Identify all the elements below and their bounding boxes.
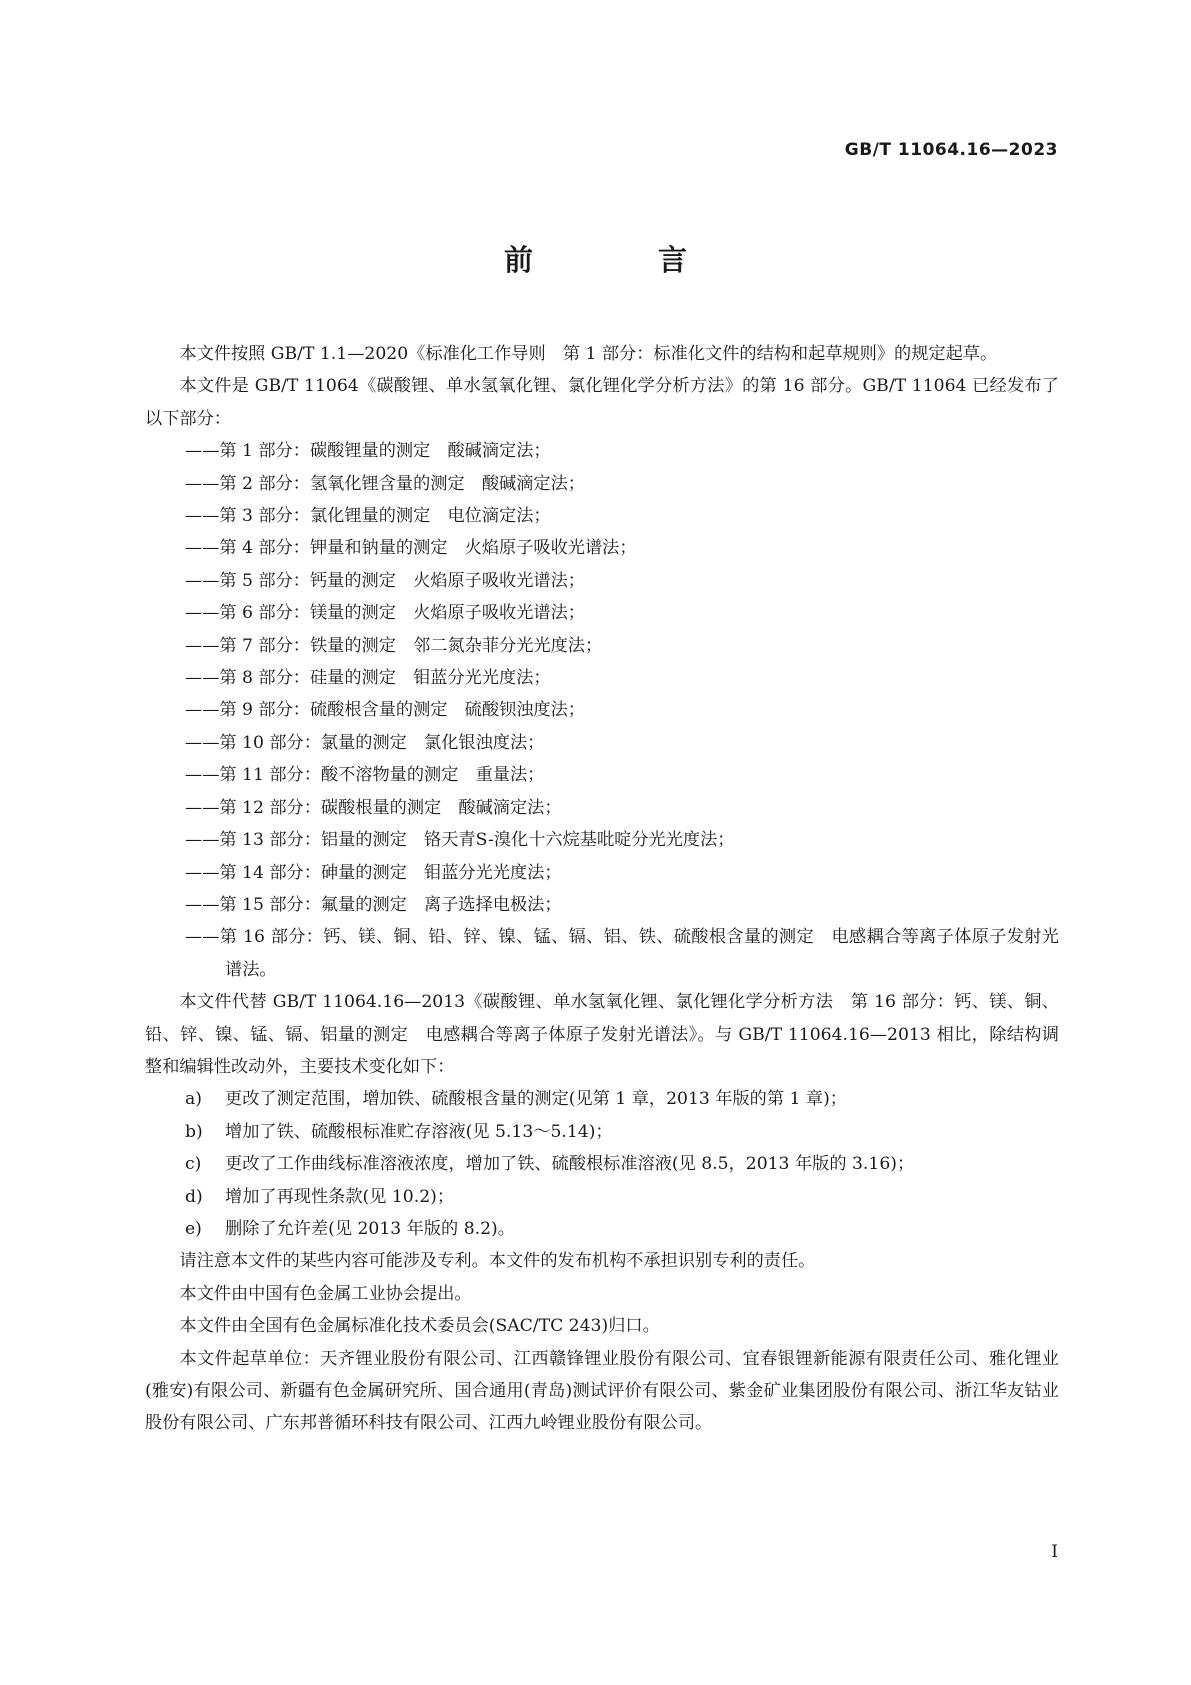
part-item: ——第 1 部分：碳酸锂量的测定 酸碱滴定法； bbox=[185, 441, 551, 462]
part-item: ——第 12 部分：碳酸根量的测定 酸碱滴定法； bbox=[185, 797, 562, 818]
change-item bbox=[145, 1083, 1059, 1115]
part-item: ——第 6 部分：镁量的测定 火焰原子吸收光谱法； bbox=[185, 603, 585, 624]
change-text: 增加了铁、硫酸根标准贮存溶液(见 5.13～5.14)； bbox=[225, 1121, 613, 1142]
change-text: 增加了再现性条款(见 10.2)； bbox=[225, 1186, 455, 1207]
change-marker: c) bbox=[185, 1154, 202, 1175]
part-item: ——第 2 部分：氢氧化锂含量的测定 酸碱滴定法； bbox=[185, 473, 585, 494]
part-item: ——第 4 部分：钾量和钠量的测定 火焰原子吸收光谱法； bbox=[185, 538, 637, 559]
part-item: ——第 7 部分：铁量的测定 邻二氮杂菲分光光度法； bbox=[185, 635, 603, 656]
part-item: ——第 11 部分：酸不溶物量的测定 重量法； bbox=[185, 765, 545, 786]
part-item: ——第 13 部分：铝量的测定 铬天青S-溴化十六烷基吡啶分光光度法； bbox=[185, 830, 735, 851]
change-marker: b) bbox=[185, 1121, 203, 1142]
part-item: ——第 8 部分：硅量的测定 钼蓝分光光度法； bbox=[185, 668, 551, 689]
change-marker: a) bbox=[185, 1089, 202, 1110]
change-item bbox=[145, 1181, 1059, 1213]
parts-list bbox=[145, 435, 1059, 986]
page-title: 前 言 bbox=[503, 243, 735, 277]
part-item: ——第 16 部分：钙、镁、铜、铅、锌、镍、锰、镉、铝、铁、硫酸根含量的测定 电感耦合等离子体原子发射光谱法。 bbox=[185, 927, 1059, 980]
committee-note: 本文件由全国有色金属标准化技术委员会(SAC/TC 243)归口。 bbox=[179, 1316, 660, 1337]
part-item: ——第 9 部分：硫酸根含量的测定 硫酸钡浊度法； bbox=[185, 700, 585, 721]
change-text: 更改了工作曲线标准溶液浓度，增加了铁、硫酸根标准溶液(见 8.5，2013 年版的 3.16)； bbox=[225, 1154, 915, 1175]
document-code: GB/T 11064.16—2023 bbox=[844, 140, 1058, 160]
proposer-note: 本文件由中国有色金属工业协会提出。 bbox=[179, 1283, 472, 1304]
part-item: ——第 5 部分：钙量的测定 火焰原子吸收光谱法； bbox=[185, 570, 585, 591]
change-marker: e) bbox=[185, 1218, 202, 1239]
change-marker: d) bbox=[185, 1186, 203, 1207]
drafting-units: 本文件起草单位：天齐锂业股份有限公司、江西赣锋锂业股份有限公司、宜春银锂新能源有限责任公司、雅化锂业(雅安)有限公司、新疆有色金属研究所、国合通用(青岛)测试评价有限公司、紫金矿业集团股份有限公司、浙江华友钴业股份有限公司、广东邦普循环科技有限公司、江西九岭锂业股份有限公司。 bbox=[145, 1348, 1059, 1434]
change-text: 删除了允许差(见 2013 年版的 8.2)。 bbox=[225, 1218, 515, 1239]
changes-list bbox=[145, 1083, 1059, 1245]
patent-note: 请注意本文件的某些内容可能涉及专利。本文件的发布机构不承担识别专利的责任。 bbox=[179, 1251, 816, 1272]
change-item bbox=[145, 1148, 1059, 1180]
part-item: ——第 14 部分：砷量的测定 钼蓝分光光度法； bbox=[185, 862, 562, 883]
foreword-content bbox=[145, 338, 1059, 1440]
page-number: I bbox=[1051, 1542, 1058, 1562]
change-item bbox=[145, 1116, 1059, 1148]
intro-paragraph: 本文件是 GB/T 11064《碳酸锂、单水氢氧化锂、氯化锂化学分析方法》的第 16 部分。GB/T 11064 已经发布了以下部分： bbox=[145, 376, 1059, 429]
intro-paragraph: 本文件按照 GB/T 1.1—2020《标准化工作导则 第 1 部分：标准化文件的结构和起草规则》的规定起草。 bbox=[179, 344, 998, 364]
part-item: ——第 15 部分：氟量的测定 离子选择电极法； bbox=[185, 894, 562, 915]
change-item bbox=[145, 1213, 1059, 1245]
replace-paragraph: 本文件代替 GB/T 11064.16—2013《碳酸锂、单水氢氧化锂、氯化锂化学分析方法 第 16 部分：钙、镁、铜、铅、锌、镍、锰、镉、铝量的测定 电感耦合等离子体原子发射光谱法》。与 GB/T 11064.16—2013 相比，除结构调整和编辑性改动外，主要技术变化如下： bbox=[145, 992, 1059, 1077]
part-item: ——第 10 部分：氯量的测定 氯化银浊度法； bbox=[185, 732, 545, 753]
part-item: ——第 3 部分：氯化锂量的测定 电位滴定法； bbox=[185, 506, 551, 527]
change-text: 更改了测定范围，增加铁、硫酸根含量的测定(见第 1 章，2013 年版的第 1 章)； bbox=[225, 1089, 847, 1110]
